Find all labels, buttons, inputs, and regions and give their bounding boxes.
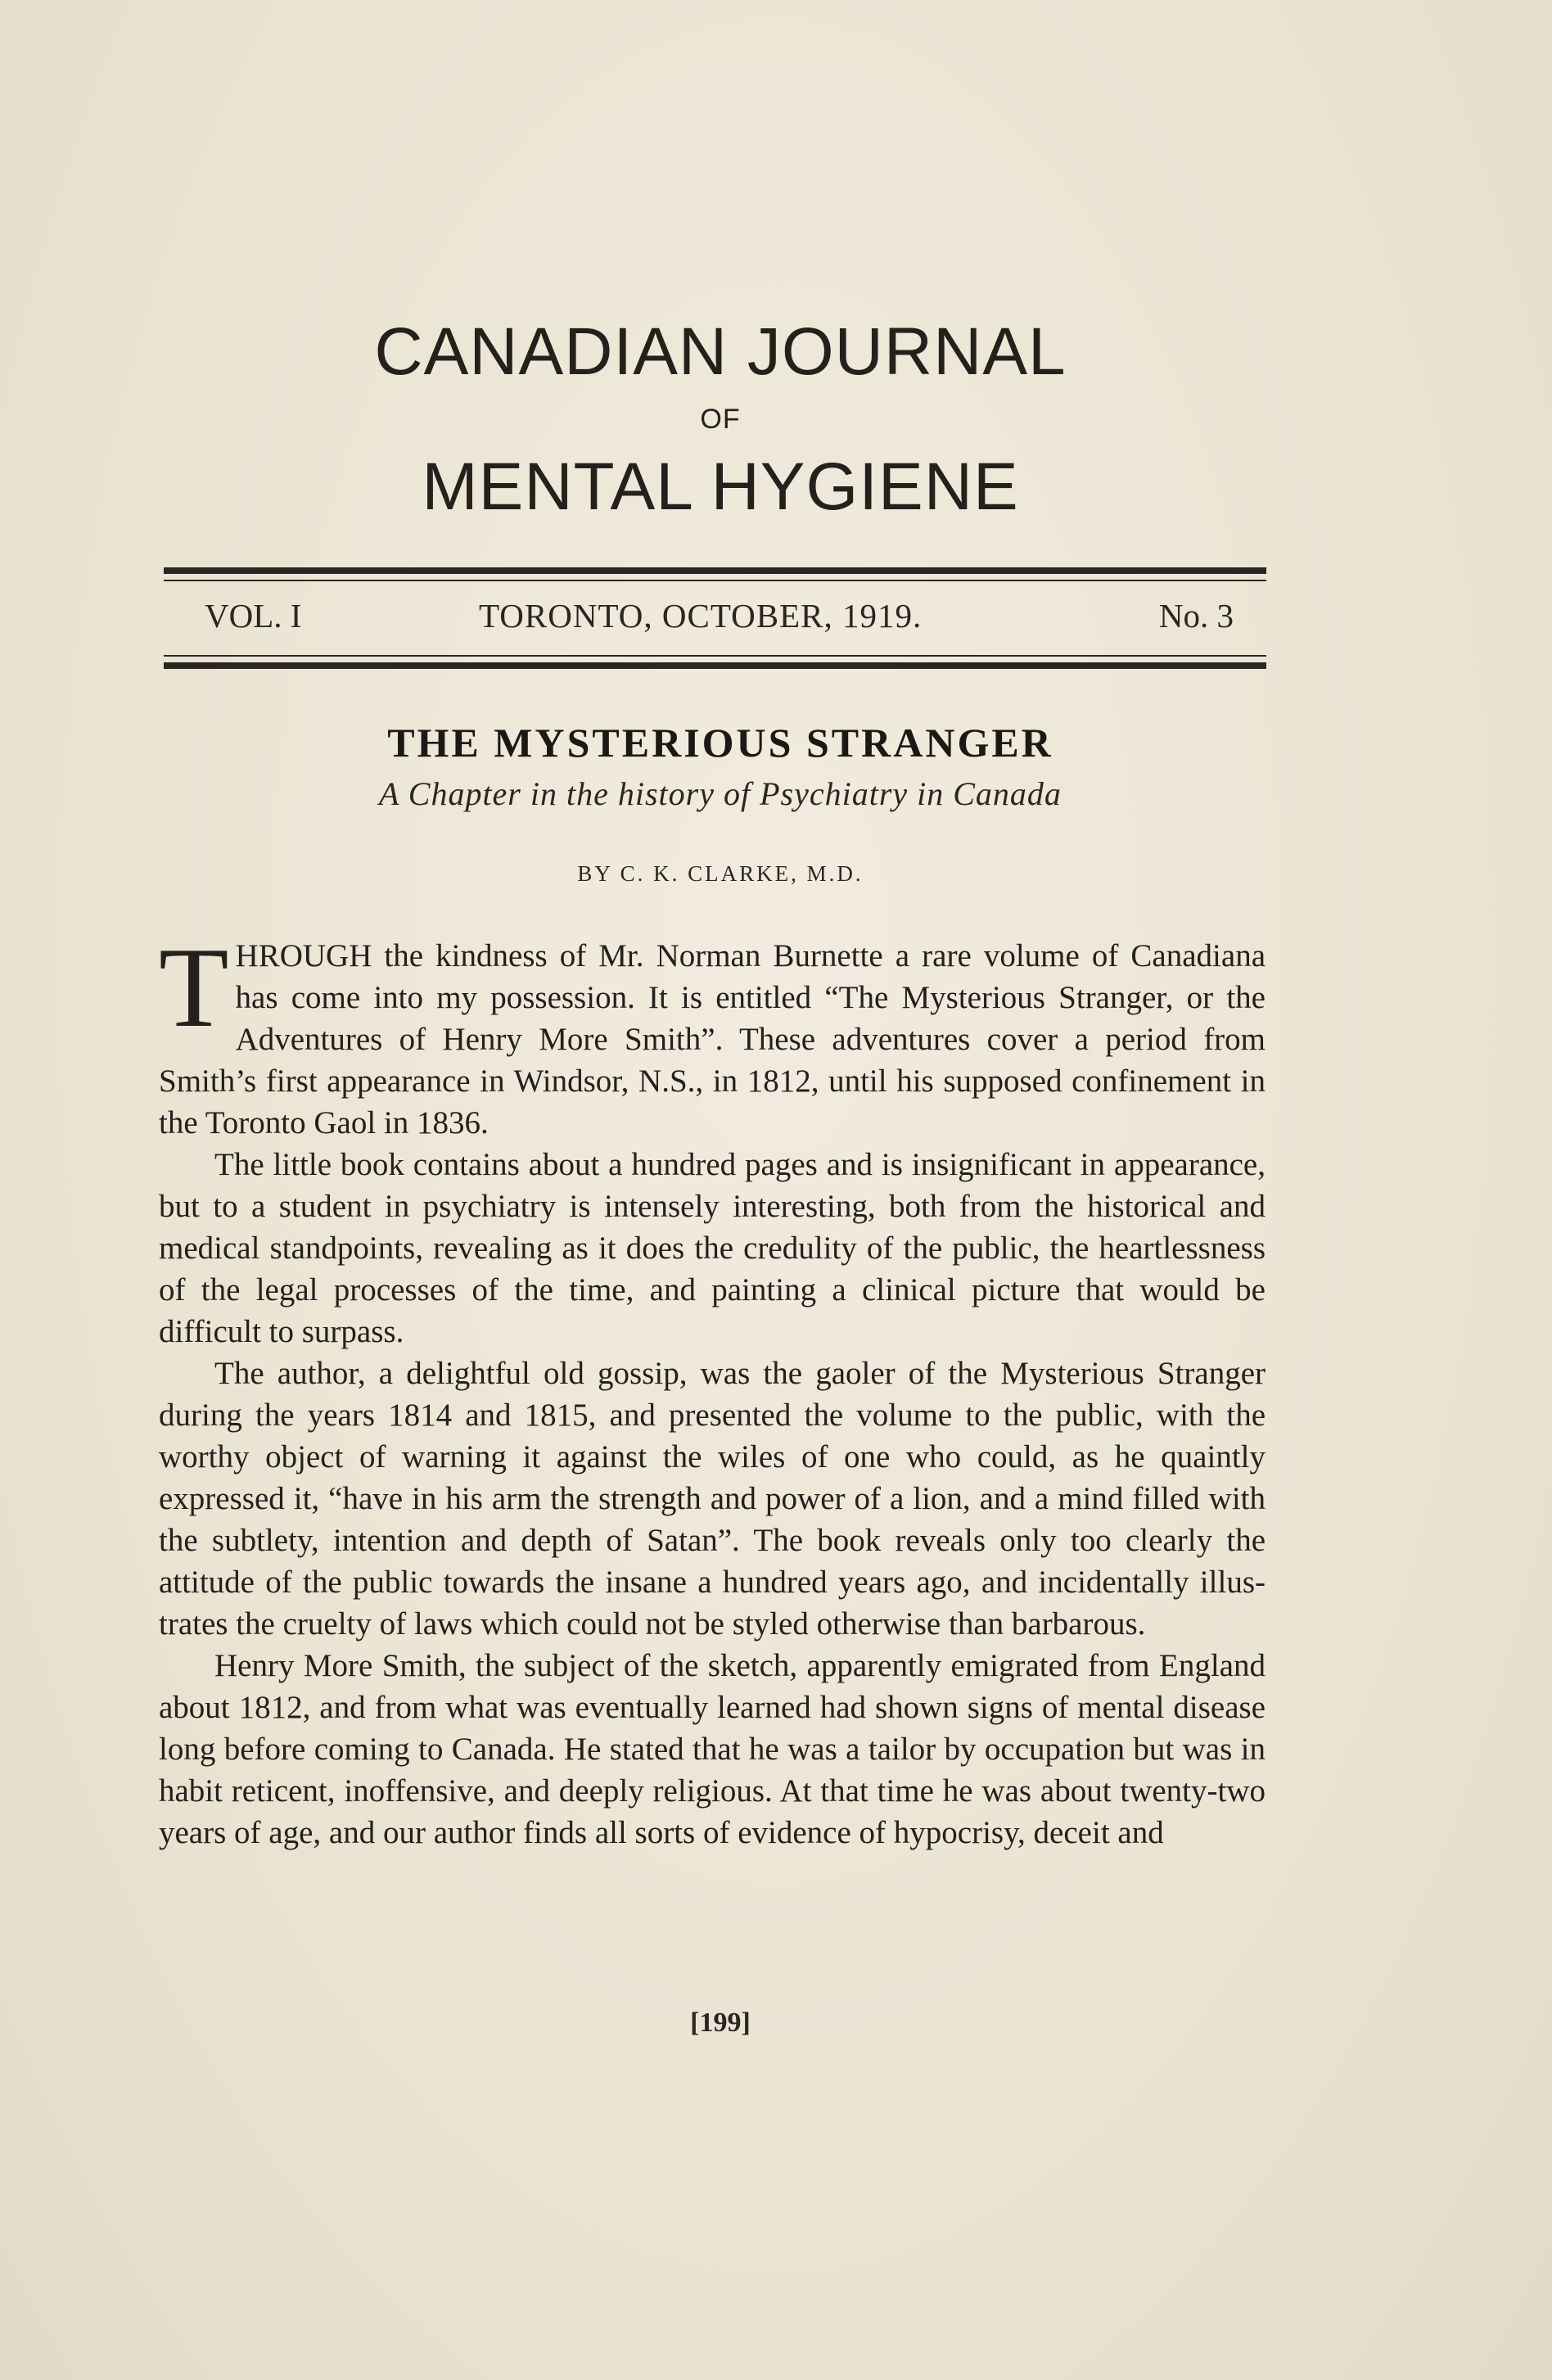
- article-byline: BY C. K. CLARKE, M.D.: [577, 861, 864, 886]
- article-subtitle: A Chapter in the history of Psychiatry in Canada: [379, 775, 1062, 812]
- top-thin-rule: [164, 580, 1266, 581]
- paragraph-1: [159, 924, 1266, 1144]
- bottom-thick-rule: [164, 662, 1266, 669]
- article-body: [159, 924, 1266, 1854]
- paragraph-1-text: HROUGH the kindness of Mr. Norman Burnette a rare volume of Canadiana has come into my possession. It is entitled “The Mysterious Stranger, or the Adventures of Henry More Smith”. These adventures cover a period from Smith’s first appearance in Windsor, N.S., in 1812, until his supposed confinement in the Toronto Gaol in 1836.: [159, 938, 1266, 1140]
- issue-number: No. 3: [1158, 597, 1234, 635]
- issue-place-date: TORONTO, OCTOBER, 1919.: [479, 597, 923, 635]
- journal-title-line-2: MENTAL HYGIENE: [422, 449, 1019, 524]
- paragraph-2: The little book contains about a hundred pages and is insignificant in appearance, but to a student in psychiatry is intensely interesting, both from the historical and medical standpoints, revealing as it does the credulity of the public, the heartlessness of the legal processes of the time, and painting a clinical picture that would be difficult to surpass.: [159, 1147, 1266, 1349]
- paragraph-4: Henry More Smith, the subject of the sketch, apparently emigrated from England about 1812, and from what was eventually learned had shown signs of mental disease long before coming to Canada. He stated that he was a tailor by occupation but was in habit reticent, inoffensive, and deeply religious. At that time he was about twenty-two years of age, and our author finds all sorts of evidence of hypocrisy, deceit and: [159, 1648, 1266, 1850]
- paragraph-3: The author, a delightful old gossip, was the gaoler of the Mysterious Stranger during the years 1814 and 1815, and presented the volume to the public, with the worthy object of warning it against the wiles of one who could, as he quaintly expressed it, “have in his arm the strength and power of a lion, and a mind filled with the subtlety, intention and depth of Satan”. The book reveals only too clearly the attitude of the public towards the insane a hundred years ago, and incidentally illustrates the cruelty of laws which could not be styled otherwise than barbarous.: [159, 1356, 1266, 1642]
- top-thick-rule: [164, 567, 1266, 574]
- page-number: [199]: [690, 2007, 751, 2038]
- journal-title-of: OF: [700, 404, 741, 435]
- bottom-thin-rule: [164, 655, 1266, 657]
- volume-label: VOL. I: [205, 597, 302, 635]
- drop-cap: T: [159, 924, 229, 1051]
- issue-line: [164, 596, 1266, 645]
- article-title: THE MYSTERIOUS STRANGER: [387, 720, 1053, 765]
- journal-title-line-1: CANADIAN JOURNAL: [374, 314, 1067, 389]
